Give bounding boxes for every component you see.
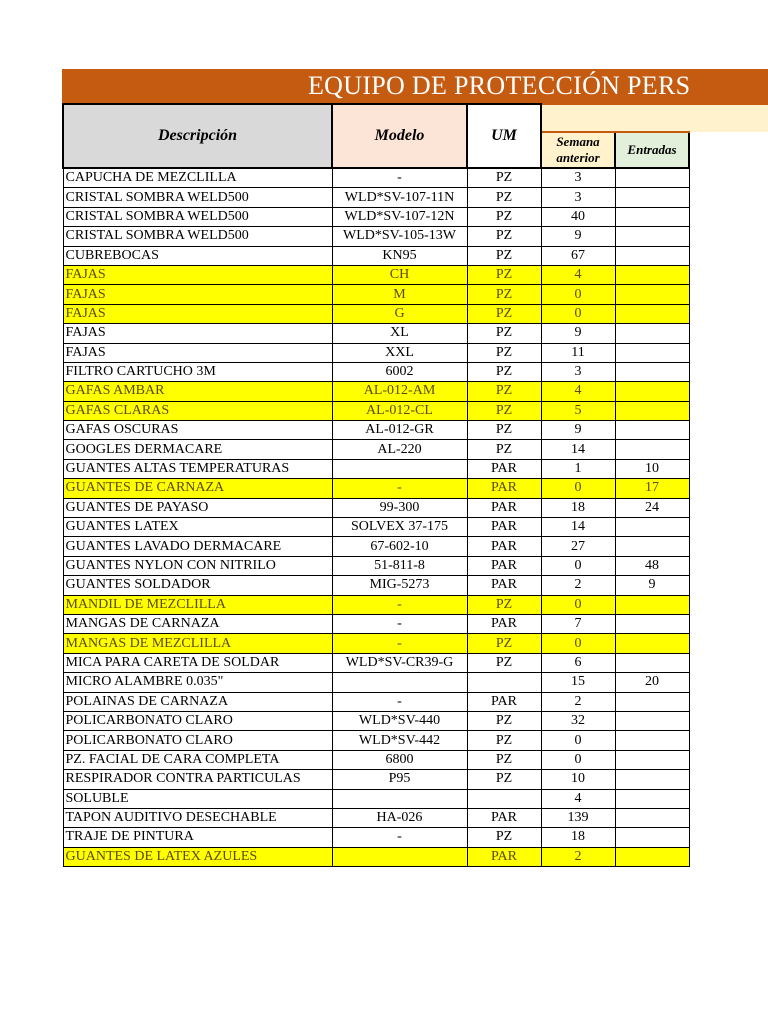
cell-descripcion[interactable]: MANGAS DE CARNAZA — [63, 614, 332, 633]
cell-semana-anterior[interactable]: 3 — [541, 362, 615, 381]
cell-semana-anterior[interactable]: 2 — [541, 576, 615, 595]
cell-semana-anterior[interactable]: 9 — [541, 421, 615, 440]
table-row[interactable] — [63, 576, 768, 595]
cell-blank — [689, 421, 768, 440]
cell-modelo[interactable]: KN95 — [332, 246, 467, 265]
cell-descripcion[interactable]: TRAJE DE PINTURA — [63, 828, 332, 847]
cell-modelo[interactable]: 6002 — [332, 362, 467, 381]
cell-um[interactable]: PAR — [467, 459, 541, 478]
table-row[interactable] — [63, 518, 768, 537]
cell-modelo[interactable]: CH — [332, 265, 467, 284]
cell-descripcion[interactable]: POLICARBONATO CLARO — [63, 711, 332, 730]
cell-blank — [689, 789, 768, 808]
cell-blank — [689, 343, 768, 362]
cell-modelo[interactable]: XL — [332, 324, 467, 343]
cell-entradas[interactable] — [615, 324, 689, 343]
inventory-table — [62, 103, 768, 867]
cell-descripcion[interactable]: FAJAS — [63, 265, 332, 284]
cell-um[interactable]: PZ — [467, 285, 541, 304]
cell-entradas[interactable] — [615, 614, 689, 633]
cell-um[interactable]: PZ — [467, 362, 541, 381]
cell-entradas[interactable] — [615, 343, 689, 362]
cell-modelo[interactable] — [332, 673, 467, 692]
cell-entradas[interactable] — [615, 265, 689, 284]
cell-modelo[interactable]: WLD*SV-442 — [332, 731, 467, 750]
cell-modelo[interactable]: - — [332, 614, 467, 633]
cell-entradas[interactable] — [615, 789, 689, 808]
cell-descripcion[interactable]: TAPON AUDITIVO DESECHABLE — [63, 808, 332, 827]
cell-um[interactable]: PZ — [467, 168, 541, 188]
cell-modelo[interactable]: AL-220 — [332, 440, 467, 459]
cell-blank — [689, 265, 768, 284]
cell-blank — [689, 168, 768, 188]
cell-descripcion[interactable]: CAPUCHA DE MEZCLILLA — [63, 168, 332, 188]
inventory-sheet — [62, 103, 768, 867]
table-row[interactable] — [63, 711, 768, 730]
cell-descripcion[interactable]: CRISTAL SOMBRA WELD500 — [63, 227, 332, 246]
cell-blank — [689, 711, 768, 730]
header-semana-anterior[interactable]: Semana anterior — [541, 132, 615, 168]
cell-modelo[interactable]: HA-026 — [332, 808, 467, 827]
cell-entradas[interactable] — [615, 537, 689, 556]
cell-semana-anterior[interactable]: 139 — [541, 808, 615, 827]
cell-descripcion[interactable]: FAJAS — [63, 285, 332, 304]
cell-modelo[interactable]: XXL — [332, 343, 467, 362]
cell-blank — [689, 537, 768, 556]
cell-semana-anterior[interactable]: 32 — [541, 711, 615, 730]
cell-um[interactable]: PZ — [467, 770, 541, 789]
cell-semana-anterior[interactable]: 4 — [541, 789, 615, 808]
table-row[interactable] — [63, 537, 768, 556]
header-um[interactable]: UM — [467, 104, 541, 168]
cell-blank — [689, 440, 768, 459]
cell-semana-anterior[interactable]: 0 — [541, 595, 615, 614]
cell-modelo[interactable]: AL-012-GR — [332, 421, 467, 440]
cell-descripcion[interactable]: MANGAS DE MEZCLILLA — [63, 634, 332, 653]
sheet-title: EQUIPO DE PROTECCIÓN PERS — [308, 71, 691, 100]
table-row[interactable] — [63, 343, 768, 362]
cell-um[interactable] — [467, 673, 541, 692]
cell-entradas[interactable] — [615, 653, 689, 672]
cell-semana-anterior[interactable]: 14 — [541, 518, 615, 537]
table-row[interactable] — [63, 673, 768, 692]
table-row[interactable] — [63, 285, 768, 304]
cell-blank — [689, 692, 768, 711]
cell-semana-anterior[interactable]: 10 — [541, 770, 615, 789]
table-row[interactable] — [63, 324, 768, 343]
cell-blank — [689, 770, 768, 789]
table-row[interactable] — [63, 459, 768, 478]
table-row[interactable] — [63, 382, 768, 401]
table-row[interactable] — [63, 789, 768, 808]
cell-descripcion[interactable]: GUANTES DE LATEX AZULES — [63, 847, 332, 866]
cell-descripcion[interactable]: PZ. FACIAL DE CARA COMPLETA — [63, 750, 332, 769]
cell-descripcion[interactable]: CRISTAL SOMBRA WELD500 — [63, 188, 332, 207]
cell-semana-anterior[interactable]: 3 — [541, 188, 615, 207]
cell-descripcion[interactable]: GOOGLES DERMACARE — [63, 440, 332, 459]
cell-descripcion[interactable]: MICA PARA CARETA DE SOLDAR — [63, 653, 332, 672]
cell-modelo[interactable]: 67-602-10 — [332, 537, 467, 556]
cell-modelo[interactable]: SOLVEX 37-175 — [332, 518, 467, 537]
cell-entradas[interactable] — [615, 207, 689, 226]
cell-descripcion[interactable]: GUANTES ALTAS TEMPERATURAS — [63, 459, 332, 478]
cell-modelo[interactable]: - — [332, 634, 467, 653]
cell-blank — [689, 595, 768, 614]
cell-modelo[interactable]: M — [332, 285, 467, 304]
cell-semana-anterior[interactable]: 0 — [541, 304, 615, 323]
cell-entradas[interactable]: 20 — [615, 673, 689, 692]
table-row[interactable] — [63, 750, 768, 769]
table-row[interactable] — [63, 207, 768, 226]
cell-descripcion[interactable]: CRISTAL SOMBRA WELD500 — [63, 207, 332, 226]
table-row[interactable] — [63, 828, 768, 847]
table-row[interactable] — [63, 188, 768, 207]
cell-um[interactable]: PZ — [467, 711, 541, 730]
cell-entradas[interactable] — [615, 362, 689, 381]
cell-blank — [689, 576, 768, 595]
cell-modelo[interactable]: G — [332, 304, 467, 323]
cell-modelo[interactable]: - — [332, 479, 467, 498]
cell-semana-anterior[interactable]: 40 — [541, 207, 615, 226]
cell-semana-anterior[interactable]: 0 — [541, 556, 615, 575]
cell-modelo[interactable]: 51-811-8 — [332, 556, 467, 575]
cell-modelo[interactable]: WLD*SV-CR39-G — [332, 653, 467, 672]
cell-blank — [689, 188, 768, 207]
cell-blank — [689, 479, 768, 498]
cell-um[interactable] — [467, 789, 541, 808]
table-row[interactable] — [63, 634, 768, 653]
cell-semana-anterior[interactable]: 1 — [541, 459, 615, 478]
cell-blank — [689, 498, 768, 517]
cell-um[interactable]: PAR — [467, 518, 541, 537]
cell-entradas[interactable] — [615, 188, 689, 207]
cell-um[interactable]: PZ — [467, 595, 541, 614]
cell-modelo[interactable]: - — [332, 692, 467, 711]
cell-descripcion[interactable]: POLICARBONATO CLARO — [63, 731, 332, 750]
cell-um[interactable]: PAR — [467, 576, 541, 595]
cell-descripcion[interactable]: GUANTES NYLON CON NITRILO — [63, 556, 332, 575]
cell-entradas[interactable] — [615, 246, 689, 265]
cell-um[interactable]: PZ — [467, 440, 541, 459]
header-modelo[interactable]: Modelo — [332, 104, 467, 168]
cell-entradas[interactable] — [615, 304, 689, 323]
header-group-spill — [689, 104, 768, 132]
cell-descripcion[interactable]: GUANTES DE CARNAZA — [63, 479, 332, 498]
cell-descripcion[interactable]: MICRO ALAMBRE 0.035" — [63, 673, 332, 692]
cell-semana-anterior[interactable]: 5 — [541, 401, 615, 420]
cell-modelo[interactable]: WLD*SV-107-12N — [332, 207, 467, 226]
cell-um[interactable]: PAR — [467, 479, 541, 498]
cell-blank — [689, 207, 768, 226]
cell-blank — [689, 459, 768, 478]
cell-modelo[interactable] — [332, 459, 467, 478]
cell-descripcion[interactable]: GUANTES LAVADO DERMACARE — [63, 537, 332, 556]
cell-blank — [689, 324, 768, 343]
cell-descripcion[interactable]: RESPIRADOR CONTRA PARTICULAS — [63, 770, 332, 789]
cell-semana-anterior[interactable]: 18 — [541, 828, 615, 847]
cell-um[interactable]: PZ — [467, 731, 541, 750]
cell-blank — [689, 304, 768, 323]
header-empty — [689, 132, 768, 168]
cell-um[interactable]: PZ — [467, 828, 541, 847]
cell-blank — [689, 285, 768, 304]
cell-blank — [689, 382, 768, 401]
cell-entradas[interactable] — [615, 401, 689, 420]
cell-semana-anterior[interactable]: 18 — [541, 498, 615, 517]
cell-entradas[interactable] — [615, 227, 689, 246]
cell-descripcion[interactable]: GAFAS AMBAR — [63, 382, 332, 401]
cell-um[interactable]: PZ — [467, 246, 541, 265]
cell-um[interactable]: PZ — [467, 343, 541, 362]
cell-blank — [689, 808, 768, 827]
cell-um[interactable]: PZ — [467, 634, 541, 653]
cell-entradas[interactable] — [615, 808, 689, 827]
table-row[interactable] — [63, 168, 768, 188]
cell-descripcion[interactable]: MANDIL DE MEZCLILLA — [63, 595, 332, 614]
cell-descripcion[interactable]: GAFAS CLARAS — [63, 401, 332, 420]
cell-blank — [689, 246, 768, 265]
header-entradas[interactable]: Entradas — [615, 132, 689, 168]
cell-modelo[interactable] — [332, 847, 467, 866]
table-row[interactable] — [63, 731, 768, 750]
cell-descripcion[interactable]: FILTRO CARTUCHO 3M — [63, 362, 332, 381]
cell-um[interactable]: PAR — [467, 847, 541, 866]
table-row[interactable] — [63, 421, 768, 440]
cell-entradas[interactable] — [615, 634, 689, 653]
cell-um[interactable]: PZ — [467, 188, 541, 207]
cell-entradas[interactable] — [615, 440, 689, 459]
cell-entradas[interactable] — [615, 518, 689, 537]
cell-modelo[interactable]: WLD*SV-440 — [332, 711, 467, 730]
cell-semana-anterior[interactable]: 9 — [541, 324, 615, 343]
cell-um[interactable]: PZ — [467, 653, 541, 672]
cell-entradas[interactable] — [615, 711, 689, 730]
cell-modelo[interactable]: 99-300 — [332, 498, 467, 517]
table-row[interactable] — [63, 653, 768, 672]
cell-entradas[interactable] — [615, 828, 689, 847]
cell-um[interactable]: PZ — [467, 304, 541, 323]
cell-blank — [689, 750, 768, 769]
cell-descripcion[interactable]: FAJAS — [63, 343, 332, 362]
table-row[interactable] — [63, 440, 768, 459]
cell-modelo[interactable]: WLD*SV-107-11N — [332, 188, 467, 207]
table-row[interactable] — [63, 401, 768, 420]
cell-descripcion[interactable]: GUANTES DE PAYASO — [63, 498, 332, 517]
cell-semana-anterior[interactable]: 0 — [541, 479, 615, 498]
cell-entradas[interactable] — [615, 382, 689, 401]
cell-um[interactable]: PAR — [467, 556, 541, 575]
table-row[interactable] — [63, 362, 768, 381]
cell-modelo[interactable]: WLD*SV-105-13W — [332, 227, 467, 246]
cell-modelo[interactable]: P95 — [332, 770, 467, 789]
table-row[interactable] — [63, 304, 768, 323]
cell-blank — [689, 673, 768, 692]
cell-entradas[interactable] — [615, 847, 689, 866]
cell-um[interactable]: PZ — [467, 227, 541, 246]
cell-semana-anterior[interactable]: 0 — [541, 634, 615, 653]
cell-entradas[interactable] — [615, 770, 689, 789]
cell-entradas[interactable]: 10 — [615, 459, 689, 478]
cell-blank — [689, 614, 768, 633]
cell-blank — [689, 401, 768, 420]
cell-descripcion[interactable]: GUANTES LATEX — [63, 518, 332, 537]
cell-semana-anterior[interactable]: 6 — [541, 653, 615, 672]
cell-descripcion[interactable]: GUANTES SOLDADOR — [63, 576, 332, 595]
cell-um[interactable]: PZ — [467, 421, 541, 440]
cell-entradas[interactable] — [615, 731, 689, 750]
cell-modelo[interactable]: MIG-5273 — [332, 576, 467, 595]
cell-um[interactable]: PAR — [467, 808, 541, 827]
table-row[interactable] — [63, 556, 768, 575]
header-group-week — [541, 104, 689, 132]
cell-modelo[interactable]: AL-012-AM — [332, 382, 467, 401]
table-row[interactable] — [63, 808, 768, 827]
table-row[interactable] — [63, 498, 768, 517]
table-row[interactable] — [63, 227, 768, 246]
cell-semana-anterior[interactable]: 9 — [541, 227, 615, 246]
cell-entradas[interactable] — [615, 750, 689, 769]
cell-um[interactable]: PAR — [467, 692, 541, 711]
cell-entradas[interactable]: 48 — [615, 556, 689, 575]
cell-um[interactable]: PZ — [467, 265, 541, 284]
cell-blank — [689, 518, 768, 537]
table-row[interactable] — [63, 265, 768, 284]
cell-modelo[interactable] — [332, 789, 467, 808]
cell-semana-anterior[interactable]: 14 — [541, 440, 615, 459]
cell-um[interactable]: PZ — [467, 207, 541, 226]
cell-blank — [689, 362, 768, 381]
title-bar — [62, 69, 768, 103]
cell-descripcion[interactable]: FAJAS — [63, 304, 332, 323]
cell-descripcion[interactable]: FAJAS — [63, 324, 332, 343]
cell-entradas[interactable] — [615, 421, 689, 440]
cell-entradas[interactable]: 17 — [615, 479, 689, 498]
cell-blank — [689, 847, 768, 866]
cell-entradas[interactable]: 9 — [615, 576, 689, 595]
cell-modelo[interactable]: AL-012-CL — [332, 401, 467, 420]
cell-entradas[interactable] — [615, 168, 689, 188]
cell-semana-anterior[interactable]: 4 — [541, 265, 615, 284]
cell-blank — [689, 556, 768, 575]
cell-blank — [689, 731, 768, 750]
table-body — [63, 168, 768, 867]
table-row[interactable] — [63, 246, 768, 265]
cell-um[interactable]: PZ — [467, 750, 541, 769]
cell-semana-anterior[interactable]: 27 — [541, 537, 615, 556]
cell-blank — [689, 634, 768, 653]
cell-semana-anterior[interactable]: 0 — [541, 731, 615, 750]
cell-blank — [689, 227, 768, 246]
cell-um[interactable]: PZ — [467, 324, 541, 343]
cell-um[interactable]: PZ — [467, 401, 541, 420]
header-descripcion[interactable]: Descripción — [63, 104, 332, 168]
cell-entradas[interactable] — [615, 692, 689, 711]
table-row[interactable] — [63, 614, 768, 633]
cell-blank — [689, 653, 768, 672]
cell-semana-anterior[interactable]: 15 — [541, 673, 615, 692]
table-row[interactable] — [63, 692, 768, 711]
table-row[interactable] — [63, 479, 768, 498]
cell-descripcion[interactable]: CUBREBOCAS — [63, 246, 332, 265]
cell-semana-anterior[interactable]: 4 — [541, 382, 615, 401]
cell-modelo[interactable]: - — [332, 168, 467, 188]
cell-semana-anterior[interactable]: 2 — [541, 692, 615, 711]
cell-um[interactable]: PAR — [467, 537, 541, 556]
cell-semana-anterior[interactable]: 3 — [541, 168, 615, 188]
cell-semana-anterior[interactable]: 0 — [541, 750, 615, 769]
cell-descripcion[interactable]: SOLUBLE — [63, 789, 332, 808]
cell-semana-anterior[interactable]: 0 — [541, 285, 615, 304]
cell-entradas[interactable] — [615, 595, 689, 614]
cell-um[interactable]: PAR — [467, 498, 541, 517]
cell-semana-anterior[interactable]: 67 — [541, 246, 615, 265]
cell-semana-anterior[interactable]: 2 — [541, 847, 615, 866]
table-row[interactable] — [63, 847, 768, 866]
cell-entradas[interactable] — [615, 285, 689, 304]
cell-um[interactable]: PZ — [467, 382, 541, 401]
cell-modelo[interactable]: 6800 — [332, 750, 467, 769]
cell-entradas[interactable]: 24 — [615, 498, 689, 517]
cell-semana-anterior[interactable]: 7 — [541, 614, 615, 633]
cell-modelo[interactable]: - — [332, 828, 467, 847]
cell-descripcion[interactable]: GAFAS OSCURAS — [63, 421, 332, 440]
cell-um[interactable]: PAR — [467, 614, 541, 633]
cell-blank — [689, 828, 768, 847]
cell-modelo[interactable]: - — [332, 595, 467, 614]
table-row[interactable] — [63, 770, 768, 789]
cell-descripcion[interactable]: POLAINAS DE CARNAZA — [63, 692, 332, 711]
table-row[interactable] — [63, 595, 768, 614]
cell-semana-anterior[interactable]: 11 — [541, 343, 615, 362]
